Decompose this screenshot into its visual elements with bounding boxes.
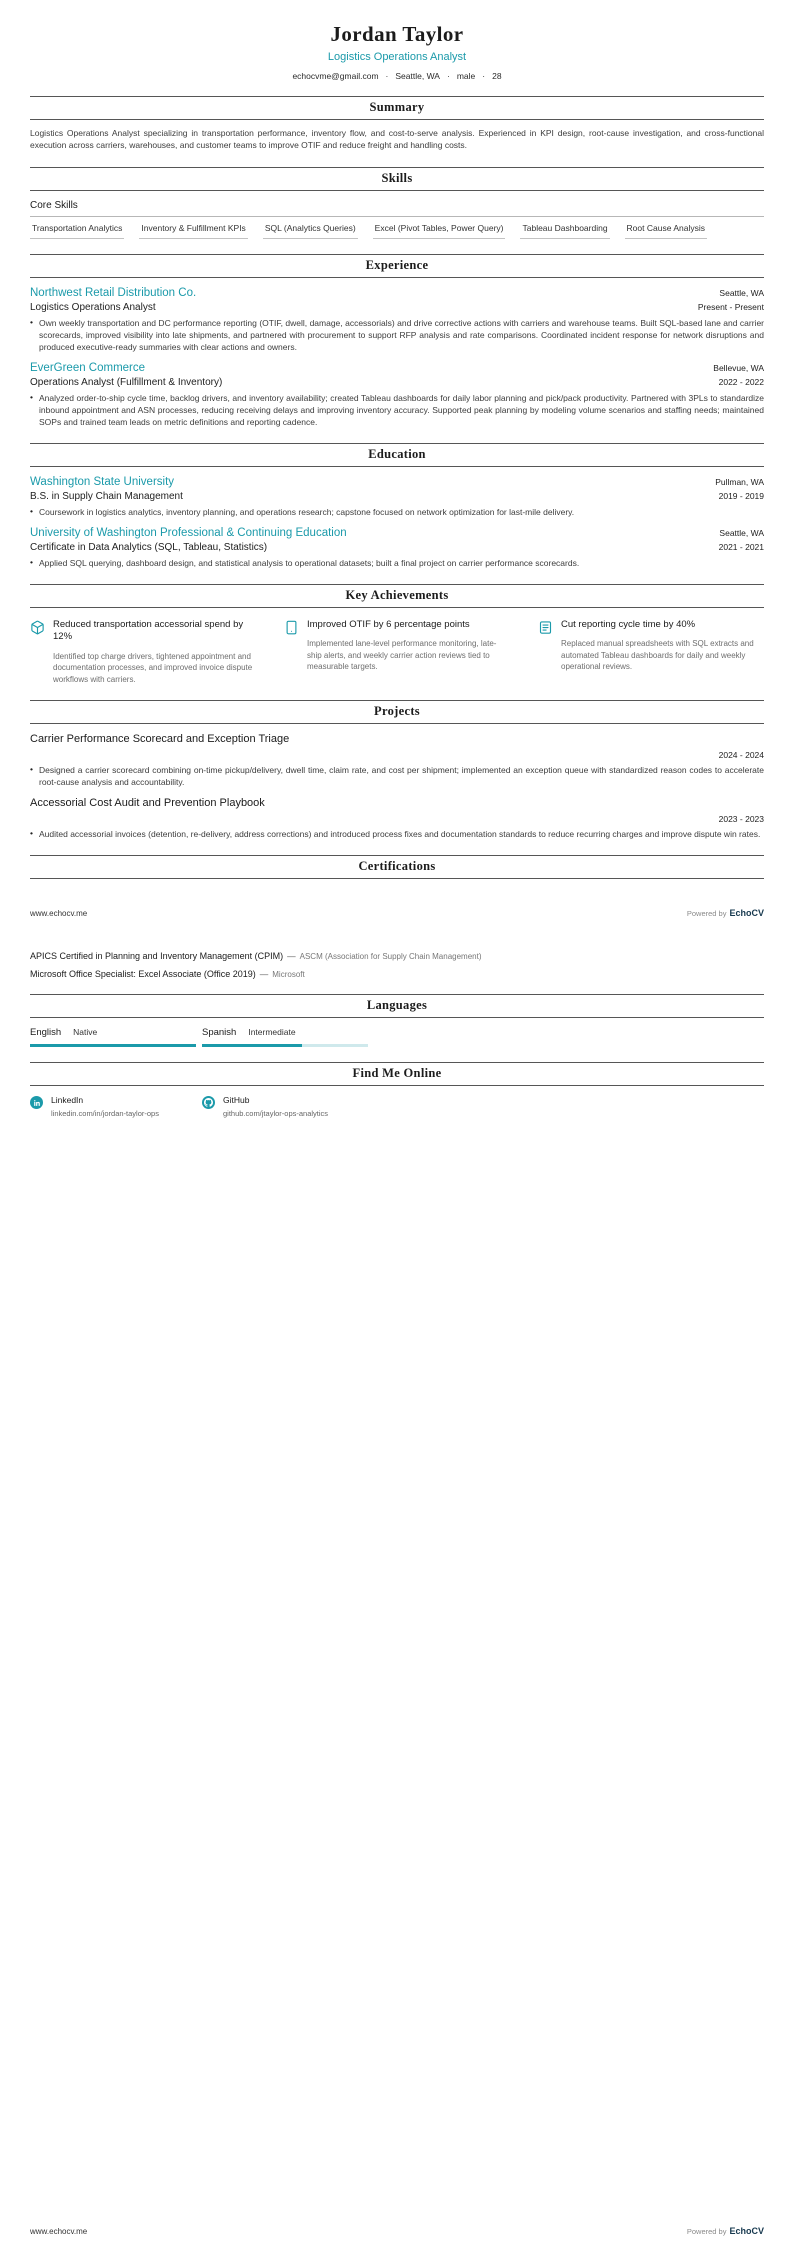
footer-site-link[interactable]: www.echocv.me (30, 909, 88, 919)
job-dates: 2022 - 2022 (718, 376, 764, 387)
language-proficiency-fill (202, 1044, 302, 1047)
contact-age: 28 (492, 71, 502, 81)
report-icon (538, 620, 553, 685)
skill-item: Excel (Pivot Tables, Power Query) (373, 217, 506, 239)
job-bullet: • Analyzed order-to-ship cycle time, backlog drivers, and inventory availability; created Tableau dashboards for daily labor planning and pick/pack productivity. Partnered with 3PLs to standardize inbound appointment and ASN processes, reducing receiving delays and improving inventory accuracy. Supported peak planning by modeling volume scenarios and staffing needs; maintained SOPs and trained team leads on metric definitions and reporting cadence. (30, 392, 764, 428)
contact-separator: · (446, 71, 450, 81)
language-name: Spanish (202, 1027, 237, 1039)
education-dates: 2021 - 2021 (718, 542, 764, 553)
language-proficiency-bar (30, 1044, 196, 1047)
section-heading-projects: Projects (30, 700, 764, 724)
online-profile-url[interactable]: linkedin.com/in/jordan-taylor-ops (51, 1109, 159, 1119)
section-heading-certifications: Certifications (30, 855, 764, 879)
certification-separator: — (287, 951, 296, 962)
job-bullet: • Own weekly transportation and DC performance reporting (OTIF, dwell, damage, accessorials) and drive corrective actions with carriers and warehouse teams. Built SQL-based lane and carrier scorecards, improved visibility into late shipments, and partnered with procurement to support RFP analysis and rate comparisons. Coordinated incident response for network disruptions and produced executive-ready summaries with clear actions and owners. (30, 317, 764, 353)
linkedin-icon (30, 1096, 43, 1109)
echocv-brand: EchoCV (729, 2226, 764, 2236)
achievement-description: Identified top charge drivers, tightened appointment and documentation processes, and improved invoice dispute workflows with carriers. (53, 651, 253, 684)
project-title: Carrier Performance Scorecard and Exception Triage (30, 732, 290, 745)
skill-item: Tableau Dashboarding (520, 217, 609, 239)
achievement-title: Cut reporting cycle time by 40% (561, 619, 696, 631)
language-item (30, 1027, 196, 1047)
online-profile-name: GitHub (223, 1095, 250, 1106)
section-heading-find-me-online: Find Me Online (30, 1062, 764, 1086)
section-heading-achievements: Key Achievements (30, 584, 764, 608)
page-footer (30, 903, 764, 921)
skill-item: Root Cause Analysis (625, 217, 707, 239)
section-heading-experience: Experience (30, 254, 764, 278)
certification-name: APICS Certified in Planning and Inventory Management (CPIM) (30, 951, 284, 962)
footer-site-link[interactable]: www.echocv.me (30, 2227, 88, 2236)
skills-group-label: Core Skills (30, 200, 764, 217)
project-bullet: • Audited accessorial invoices (detention, re-delivery, address corrections) and introduced process fixes and documentation standards to reduce recurring charges and improve dispute win rates. (30, 828, 764, 840)
candidate-title: Logistics Operations Analyst (327, 51, 467, 63)
language-name: English (30, 1027, 62, 1039)
section-heading-education: Education (30, 443, 764, 467)
skill-item: Transportation Analytics (30, 217, 124, 239)
degree: Certificate in Data Analytics (SQL, Tableau, Statistics) (30, 542, 268, 554)
experience-entry (30, 362, 764, 428)
education-bullet: • Applied SQL querying, dashboard design, and statistical analysis to operational datasets; built a final project on carrier performance scorecards. (30, 557, 764, 569)
online-profile-github (202, 1095, 368, 1118)
page-footer (30, 2221, 764, 2239)
section-heading-summary: Summary (30, 96, 764, 120)
degree: B.S. in Supply Chain Management (30, 491, 183, 502)
project-dates: 2024 - 2024 (718, 749, 764, 760)
achievement-item (30, 619, 256, 685)
language-proficiency-bar (202, 1044, 368, 1047)
powered-by: Powered by EchoCV (686, 2226, 764, 2236)
language-item (202, 1027, 368, 1047)
skill-item: Inventory & Fulfillment KPIs (139, 217, 247, 239)
contact-line (30, 71, 764, 81)
job-title: Operations Analyst (Fulfillment & Inventory) (30, 376, 223, 388)
school-location: Pullman, WA (715, 477, 764, 487)
company-name: EverGreen Commerce (30, 361, 146, 374)
experience-entry (30, 287, 764, 353)
certification-item (30, 969, 764, 979)
language-proficiency-fill (30, 1044, 196, 1047)
smartphone-icon (284, 620, 299, 685)
echocv-brand: EchoCV (729, 908, 764, 919)
skills-list (30, 217, 764, 239)
job-title: Logistics Operations Analyst (30, 301, 156, 313)
achievements-grid (30, 619, 764, 685)
job-dates: Present - Present (697, 301, 764, 312)
certification-name: Microsoft Office Specialist: Excel Associate (Office 2019) (30, 969, 256, 980)
project-entry (30, 797, 764, 840)
section-heading-skills: Skills (30, 167, 764, 191)
achievement-description: Replaced manual spreadsheets with SQL extracts and automated Tableau dashboards for daily and weekly operational reviews. (561, 639, 754, 672)
project-bullet: • Designed a carrier scorecard combining on-time pickup/delivery, dwell time, claim rate, and cost per shipment; implemented an exception queue with standardized reason codes to accelerate root-cause analysis and accountability. (30, 764, 764, 788)
summary-text: Logistics Operations Analyst specializing in transportation performance, inventory flow, and cost-to-serve analysis. Experienced in KPI design, root-cause investigation, and cross-functional execution across carriers, warehouses, and customer teams to improve OTIF and reduce freight and handling costs. (30, 128, 764, 151)
language-level: Native (73, 1027, 98, 1038)
school-name: Washington State University (30, 476, 175, 488)
school-name: University of Washington Professional & Continuing Education (30, 527, 347, 540)
online-profile-linkedin (30, 1095, 196, 1118)
contact-gender: male (456, 71, 476, 81)
education-entry (30, 527, 764, 569)
skill-item: SQL (Analytics Queries) (263, 217, 358, 239)
contact-location: Seattle, WA (395, 71, 440, 81)
company-location: Seattle, WA (719, 287, 764, 298)
school-location: Seattle, WA (719, 528, 764, 539)
contact-separator: · (482, 71, 486, 81)
project-entry (30, 733, 764, 788)
achievement-title: Improved OTIF by 6 percentage points (307, 619, 470, 631)
github-icon (202, 1096, 215, 1109)
contact-email[interactable]: echocvme@gmail.com (292, 71, 379, 81)
achievement-item (538, 619, 764, 685)
online-profile-name: LinkedIn (51, 1095, 84, 1106)
online-profiles (30, 1095, 764, 1118)
company-location: Bellevue, WA (713, 362, 764, 373)
certification-item (30, 951, 764, 961)
achievement-description: Implemented lane-level performance monitoring, late-ship alerts, and weekly carrier action reviews tied to measurable targets. (307, 639, 497, 672)
education-entry (30, 476, 764, 518)
education-dates: 2019 - 2019 (718, 491, 764, 501)
powered-by: Powered by EchoCV (686, 908, 764, 919)
certification-issuer: Microsoft (272, 970, 305, 980)
language-level: Intermediate (248, 1027, 296, 1038)
achievement-item (284, 619, 510, 685)
achievement-title: Reduced transportation accessorial spend by 12% (53, 619, 244, 643)
section-heading-languages: Languages (30, 994, 764, 1018)
project-dates: 2023 - 2023 (718, 814, 764, 825)
company-name: Northwest Retail Distribution Co. (30, 286, 197, 299)
project-title: Accessorial Cost Audit and Prevention Playbook (30, 797, 265, 810)
certification-issuer: ASCM (Association for Supply Chain Management) (299, 952, 482, 962)
candidate-name: Jordan Taylor (330, 22, 464, 46)
contact-separator: · (385, 71, 389, 81)
education-bullet: • Coursework in logistics analytics, inventory planning, and operations research; capstone focused on network optimization for last-mile delivery. (30, 506, 764, 518)
certification-separator: — (259, 969, 269, 980)
package-icon (30, 620, 45, 685)
languages-list (30, 1027, 764, 1047)
online-profile-url[interactable]: github.com/jtaylor-ops-analytics (223, 1109, 329, 1119)
